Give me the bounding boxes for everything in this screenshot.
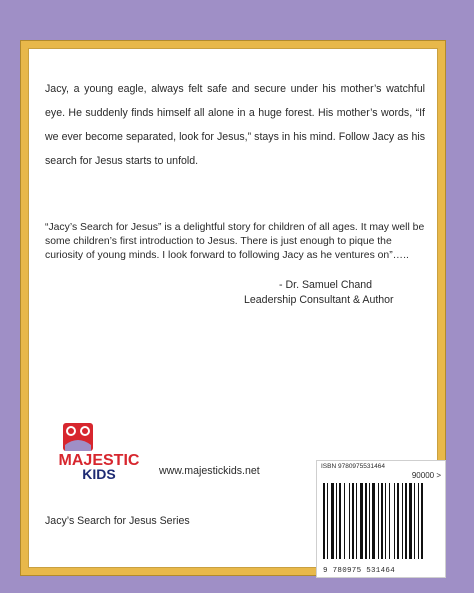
barcode-bar (397, 483, 399, 559)
barcode-bar (409, 483, 412, 559)
barcode-bar (336, 483, 337, 559)
barcode-bar (327, 483, 328, 559)
website-link: www.majestickids.net (159, 465, 260, 477)
book-blurb: Jacy, a young eagle, always felt safe and secure under his mother’s watchful eye. He suddenly finds himself all alone in a huge forest. His mother’s words, “If we ever become separated, look for Jesus,” stays in his mind. Follow Jacy as his search for Jesus starts to unfold. (45, 83, 425, 167)
price-code: 90000 > (411, 471, 441, 480)
barcode-bar (356, 483, 357, 559)
barcode-bar (394, 483, 395, 559)
barcode-bar (414, 483, 415, 559)
barcode-bar (331, 483, 334, 559)
barcode-bar (385, 483, 386, 559)
isbn-label: ISBN 9780975531464 (321, 463, 385, 470)
series-title: Jacy’s Search for Jesus Series (45, 515, 190, 527)
barcode-bar (360, 483, 363, 559)
majestic-kids-logo (49, 421, 149, 483)
barcode-bar (344, 483, 345, 559)
endorsement-quote: “Jacy’s Search for Jesus” is a delightful story for children of all ages. It may well be some children’s first introduction to Jesus. There is just enough to pique the curiosity of young minds. I look forward to following Jacy as he ventures on”….. (45, 222, 425, 261)
endorsement-author-title: Leadership Consultant & Author (244, 294, 394, 306)
barcode-bar (349, 483, 350, 559)
barcode-bar (378, 483, 379, 559)
isbn-barcode (316, 460, 446, 578)
barcode-bar (402, 483, 403, 559)
barcode-bar (339, 483, 341, 559)
barcode-bar (369, 483, 370, 559)
barcode-bar (389, 483, 390, 559)
barcode-bar (365, 483, 367, 559)
barcode-bars-icon (321, 475, 441, 563)
barcode-bar (323, 483, 325, 559)
endorsement-author: - Dr. Samuel Chand (279, 279, 373, 291)
barcode-bar (418, 483, 419, 559)
barcode-bar (421, 483, 423, 559)
barcode-bar (381, 483, 383, 559)
logo-line2: KIDS (82, 466, 116, 482)
isbn-digits: 9 780975 531464 (323, 567, 396, 575)
majestic-kids-logo-icon (49, 421, 149, 483)
logo-line1: MAJESTIC (58, 452, 140, 469)
barcode-bar (372, 483, 375, 559)
barcode-bar (405, 483, 407, 559)
barcode-bar (352, 483, 354, 559)
